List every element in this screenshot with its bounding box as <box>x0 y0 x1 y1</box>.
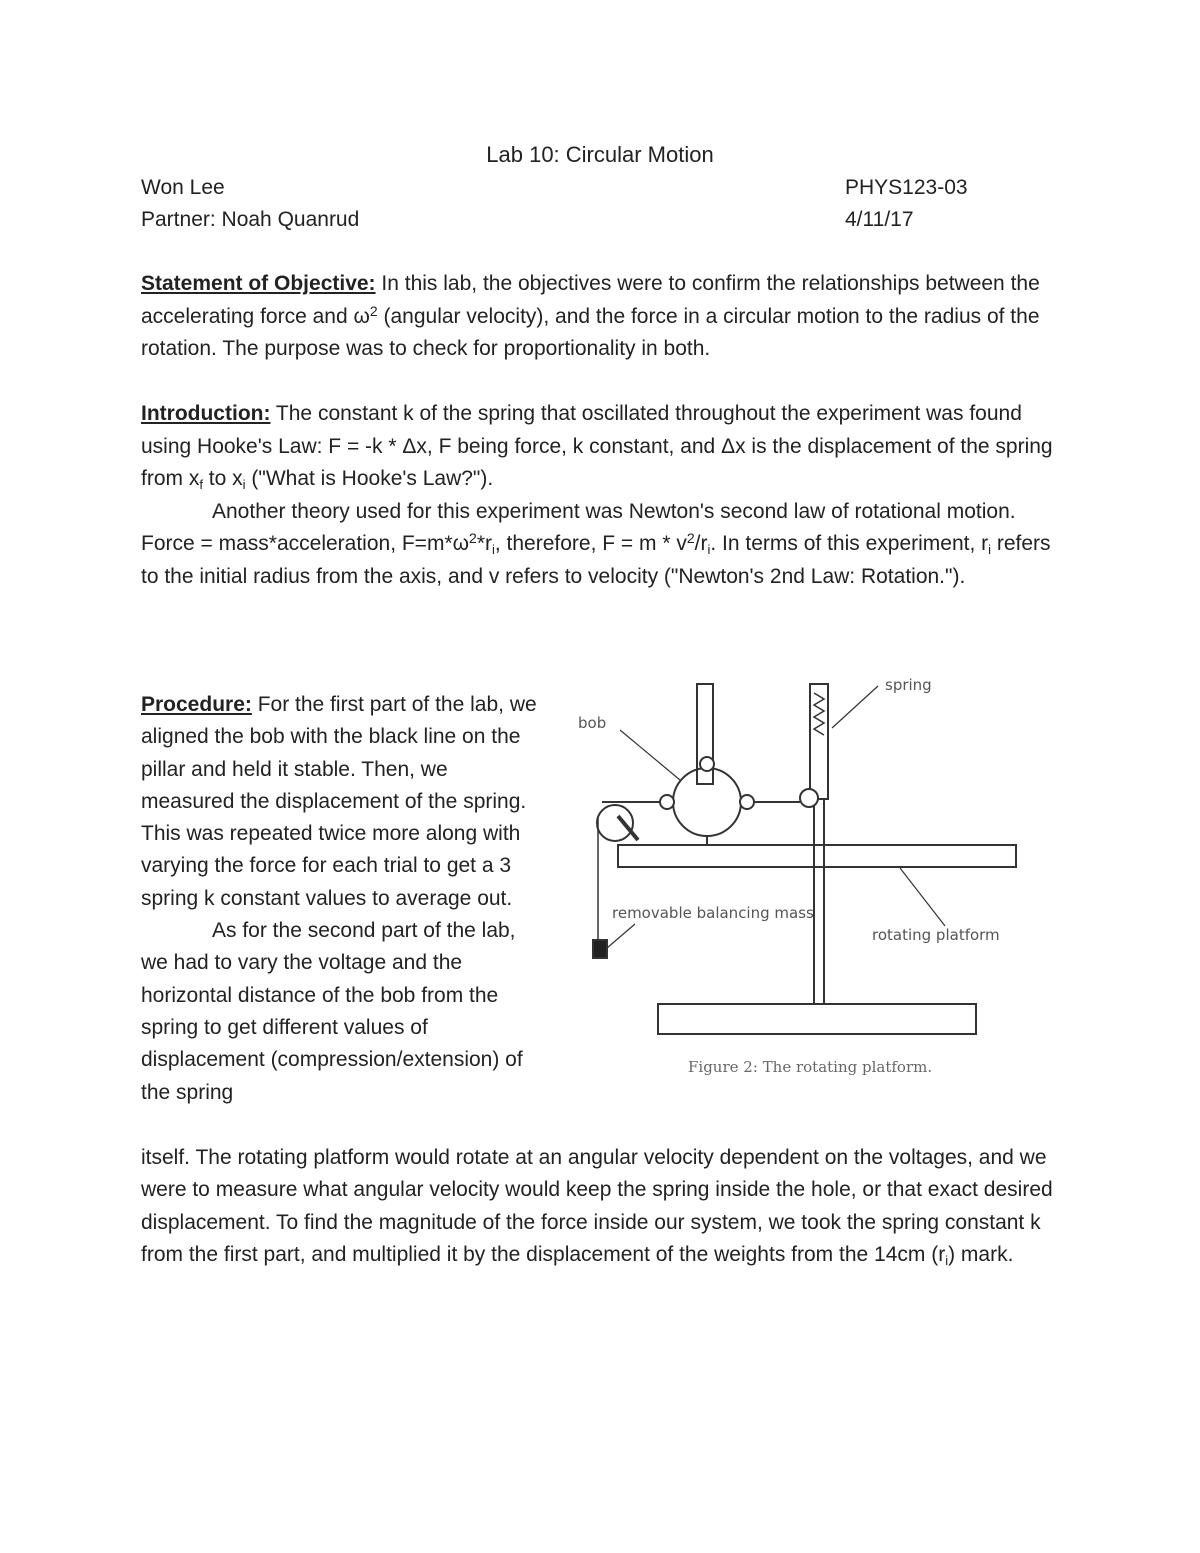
balancing-mass <box>593 940 607 958</box>
author-name: Won Lee <box>141 176 225 199</box>
superscript: 2 <box>469 530 477 547</box>
base <box>658 1004 976 1034</box>
report-date: 4/11/17 <box>845 208 914 231</box>
procedure-text: itself. The rotating platform would rotate at an angular velocity dependent on the voltages, and we were to measure what angular velocity would keep the spring inside the hole, or that exact desired displacement. To find the magnitude of the force inside our system, we took the spring constant k from the first part, and multiplied it by the displacement of the weights from the 14cm (r <box>141 1146 1053 1266</box>
rotating-platform <box>618 845 1016 867</box>
procedure-section <box>141 689 541 1109</box>
procedure-text: ) mark. <box>948 1242 1014 1266</box>
bob-knob <box>740 795 754 809</box>
label-rotating-platform: rotating platform <box>872 926 1000 944</box>
course-code: PHYS123-03 <box>845 176 968 199</box>
bob <box>673 768 741 836</box>
subscript: i <box>491 542 495 558</box>
superscript: 2 <box>369 302 378 319</box>
figure-caption: Figure 2: The rotating platform. <box>688 1058 933 1076</box>
objective-text: In this lab, the objectives were to confirm the relationships between the accelerating force and ω <box>141 272 1040 328</box>
subscript: i <box>242 477 246 493</box>
spring-hook <box>800 789 818 807</box>
intro-text: /r <box>694 532 708 556</box>
pointer-line <box>900 868 945 926</box>
pointer-line <box>832 686 878 728</box>
superscript: 2 <box>686 530 695 547</box>
introduction-section <box>141 398 1061 594</box>
intro-text: The constant k of the spring that oscillated throughout the experiment was found using Hooke's Law: F = -k * Δx, F being force, k constant, and Δx is the displacement of the spring from x <box>141 402 1053 491</box>
objective-text: (angular velocity), and the force in a circular motion to the radius of the rotation. The purpose was to check for proportionality in both. <box>141 304 1040 361</box>
bob-knob <box>700 757 714 771</box>
intro-text: *r <box>476 532 492 556</box>
subscript: i <box>988 542 992 558</box>
pointer-line <box>620 730 680 780</box>
intro-text: ("What is Hooke's Law?"). <box>245 467 494 491</box>
objective-heading: Statement of Objective: <box>141 272 376 295</box>
intro-text: to x <box>202 467 243 491</box>
bob-knob <box>660 795 674 809</box>
introduction-heading: Introduction: <box>141 402 271 425</box>
procedure-heading: Procedure: <box>141 693 252 716</box>
intro-text: . In terms of this experiment, r <box>710 532 989 556</box>
partner-name: Partner: Noah Quanrud <box>141 208 360 231</box>
objective-section <box>141 268 1061 366</box>
pointer-line <box>607 924 635 948</box>
label-spring: spring <box>885 676 932 694</box>
intro-text: refers to the initial radius from the axis, and v refers to velocity ("Newton's 2nd Law: Rotation."). <box>141 532 1051 588</box>
document-title: Lab 10: Circular Motion <box>486 142 714 167</box>
subscript: f <box>199 477 203 493</box>
procedure-continued <box>141 1142 1061 1271</box>
pulley <box>597 805 633 841</box>
label-bob: bob <box>578 714 607 732</box>
label-removable-mass: removable balancing mass <box>612 904 814 922</box>
intro-text: , therefore, F = m * v <box>494 532 687 556</box>
procedure-text: For the first part of the lab, we aligned the bob with the black line on the pillar and held it stable. Then, we measured the displacement of the spring. This was repeated twice more along with varying the force for each trial to get a 3 spring k constant values to average out. <box>141 693 537 910</box>
intro-text: Another theory used for this experiment was Newton's second law of rotational motion. Force = mass*acceleration, F=m*ω <box>141 499 1016 556</box>
procedure-text: As for the second part of the lab, we had to vary the voltage and the horizontal distance of the bob from the spring to get different values of displacement (compression/extension) of the spring <box>141 919 523 1104</box>
spring-coil <box>814 693 824 735</box>
subscript: i <box>945 1252 949 1268</box>
subscript: i <box>707 542 711 558</box>
rotating-platform-figure <box>560 668 1040 1088</box>
